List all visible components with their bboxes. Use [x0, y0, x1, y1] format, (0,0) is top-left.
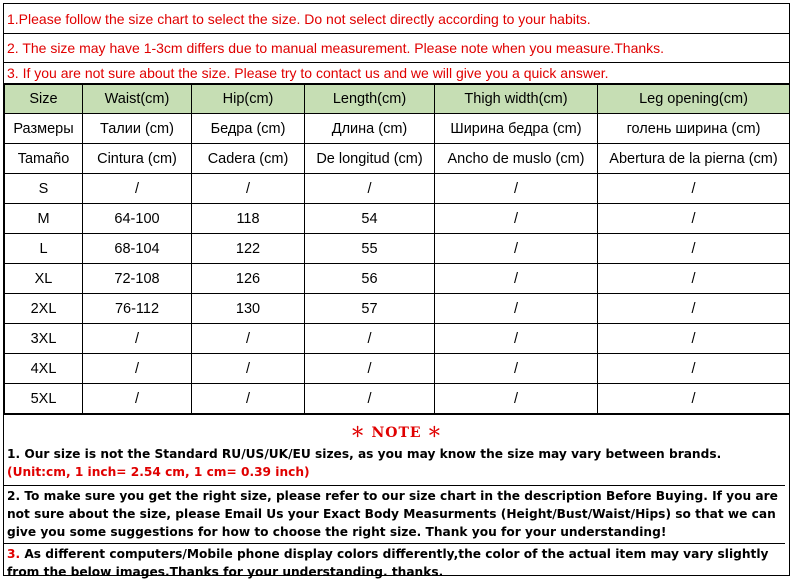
table-row-cell: L: [5, 234, 83, 264]
table-row-cell: 56: [305, 264, 435, 294]
header-row-cell: Waist(cm): [83, 85, 192, 114]
table-row-cell: /: [192, 354, 305, 384]
table-row-cell: /: [435, 324, 598, 354]
table-row: [5, 294, 790, 324]
table-row-cell: 126: [192, 264, 305, 294]
size-table: [4, 84, 790, 414]
header-row-es-cell: Cadera (cm): [192, 144, 305, 174]
table-row-cell: 130: [192, 294, 305, 324]
table-row-cell: /: [192, 324, 305, 354]
note-p3-number: 3.: [7, 547, 21, 561]
table-row-cell: S: [5, 174, 83, 204]
table-row-cell: /: [192, 174, 305, 204]
notice-1: 1.Please follow the size chart to select the size. Do not select directly according to your habits.: [4, 4, 789, 34]
table-row: [5, 324, 790, 354]
note-p1-unit: (Unit:cm, 1 inch= 2.54 cm, 1 cm= 0.39 inch): [7, 465, 310, 479]
table-row-cell: /: [435, 354, 598, 384]
table-row: [5, 354, 790, 384]
header-row-ru-cell: Ширина бедра (cm): [435, 114, 598, 144]
table-row: [5, 234, 790, 264]
table-row-cell: /: [598, 234, 790, 264]
note-paragraph-3: [4, 543, 785, 581]
header-row-ru-cell: Размеры: [5, 114, 83, 144]
note-section: [4, 414, 789, 579]
note-paragraph-1: [7, 445, 785, 481]
header-row: [5, 85, 790, 114]
header-row-es-cell: Abertura de la pierna (cm): [598, 144, 790, 174]
table-row-cell: /: [83, 174, 192, 204]
table-row-cell: /: [83, 354, 192, 384]
table-row-cell: /: [598, 264, 790, 294]
table-row-cell: /: [598, 324, 790, 354]
table-row-cell: /: [435, 294, 598, 324]
table-row-cell: 118: [192, 204, 305, 234]
header-row-cell: Thigh width(cm): [435, 85, 598, 114]
header-row-es-cell: Ancho de muslo (cm): [435, 144, 598, 174]
table-row-cell: /: [305, 384, 435, 414]
note-p3-text: As different computers/Mobile phone display colors differently,the color of the actual item may vary slightly from the below images.Thanks for your understanding. thanks.: [7, 547, 769, 579]
table-row: [5, 384, 790, 414]
header-row-es-cell: Tamaño: [5, 144, 83, 174]
header-row-es-cell: Cintura (cm): [83, 144, 192, 174]
table-row-cell: /: [435, 264, 598, 294]
table-row-cell: /: [83, 324, 192, 354]
note-paragraph-2: 2. To make sure you get the right size, please refer to our size chart in the description Before Buying. If you are not sure about the size, please Email Us your Exact Body Measurments (Height/Bust/Waist/Hips) so that we can give you some suggestions for how to choose the right size. Thank you for your understanding!: [4, 485, 785, 541]
table-row-cell: /: [598, 294, 790, 324]
header-row-cell: Size: [5, 85, 83, 114]
table-row: [5, 264, 790, 294]
header-row-cell: Hip(cm): [192, 85, 305, 114]
header-row-ru-cell: Длина (cm): [305, 114, 435, 144]
table-row-cell: /: [305, 354, 435, 384]
header-row-ru-cell: Бедра (cm): [192, 114, 305, 144]
table-row-cell: /: [598, 384, 790, 414]
table-row-cell: /: [192, 384, 305, 414]
table-row-cell: XL: [5, 264, 83, 294]
table-row-cell: 2XL: [5, 294, 83, 324]
table-row-cell: /: [435, 234, 598, 264]
table-row-cell: 5XL: [5, 384, 83, 414]
table-row-cell: /: [435, 384, 598, 414]
size-chart-sheet: [3, 3, 790, 579]
table-row-cell: 3XL: [5, 324, 83, 354]
table-row: [5, 174, 790, 204]
table-row: [5, 204, 790, 234]
header-row-cell: Leg opening(cm): [598, 85, 790, 114]
header-row-ru: [5, 114, 790, 144]
header-row-ru-cell: голень ширина (cm): [598, 114, 790, 144]
notice-2: 2. The size may have 1-3cm differs due to manual measurement. Please note when you measure.Thanks.: [7, 40, 665, 56]
table-row-cell: /: [435, 174, 598, 204]
table-row-cell: 64-100: [83, 204, 192, 234]
header-row-es-cell: De longitud (cm): [305, 144, 435, 174]
table-row-cell: 72-108: [83, 264, 192, 294]
table-row-cell: 55: [305, 234, 435, 264]
table-row-cell: /: [598, 354, 790, 384]
table-row-cell: /: [598, 174, 790, 204]
table-row-cell: 57: [305, 294, 435, 324]
table-row-cell: 68-104: [83, 234, 192, 264]
table-row-cell: /: [83, 384, 192, 414]
table-row-cell: /: [305, 324, 435, 354]
table-row-cell: 4XL: [5, 354, 83, 384]
note-p1-text: 1. Our size is not the Standard RU/US/UK/EU sizes, as you may know the size may vary between brands.: [7, 447, 722, 461]
table-row-cell: 76-112: [83, 294, 192, 324]
notice-3: 3. If you are not sure about the size. Please try to contact us and we will give you a quick answer.: [4, 62, 789, 84]
table-row-cell: /: [435, 204, 598, 234]
table-row-cell: /: [305, 174, 435, 204]
note-title: ＊ NOTE ＊: [350, 425, 443, 441]
header-row-ru-cell: Талии (cm): [83, 114, 192, 144]
table-row-cell: 54: [305, 204, 435, 234]
table-row-cell: 122: [192, 234, 305, 264]
table-row-cell: M: [5, 204, 83, 234]
header-row-cell: Length(cm): [305, 85, 435, 114]
header-row-es: [5, 144, 790, 174]
table-row-cell: /: [598, 204, 790, 234]
